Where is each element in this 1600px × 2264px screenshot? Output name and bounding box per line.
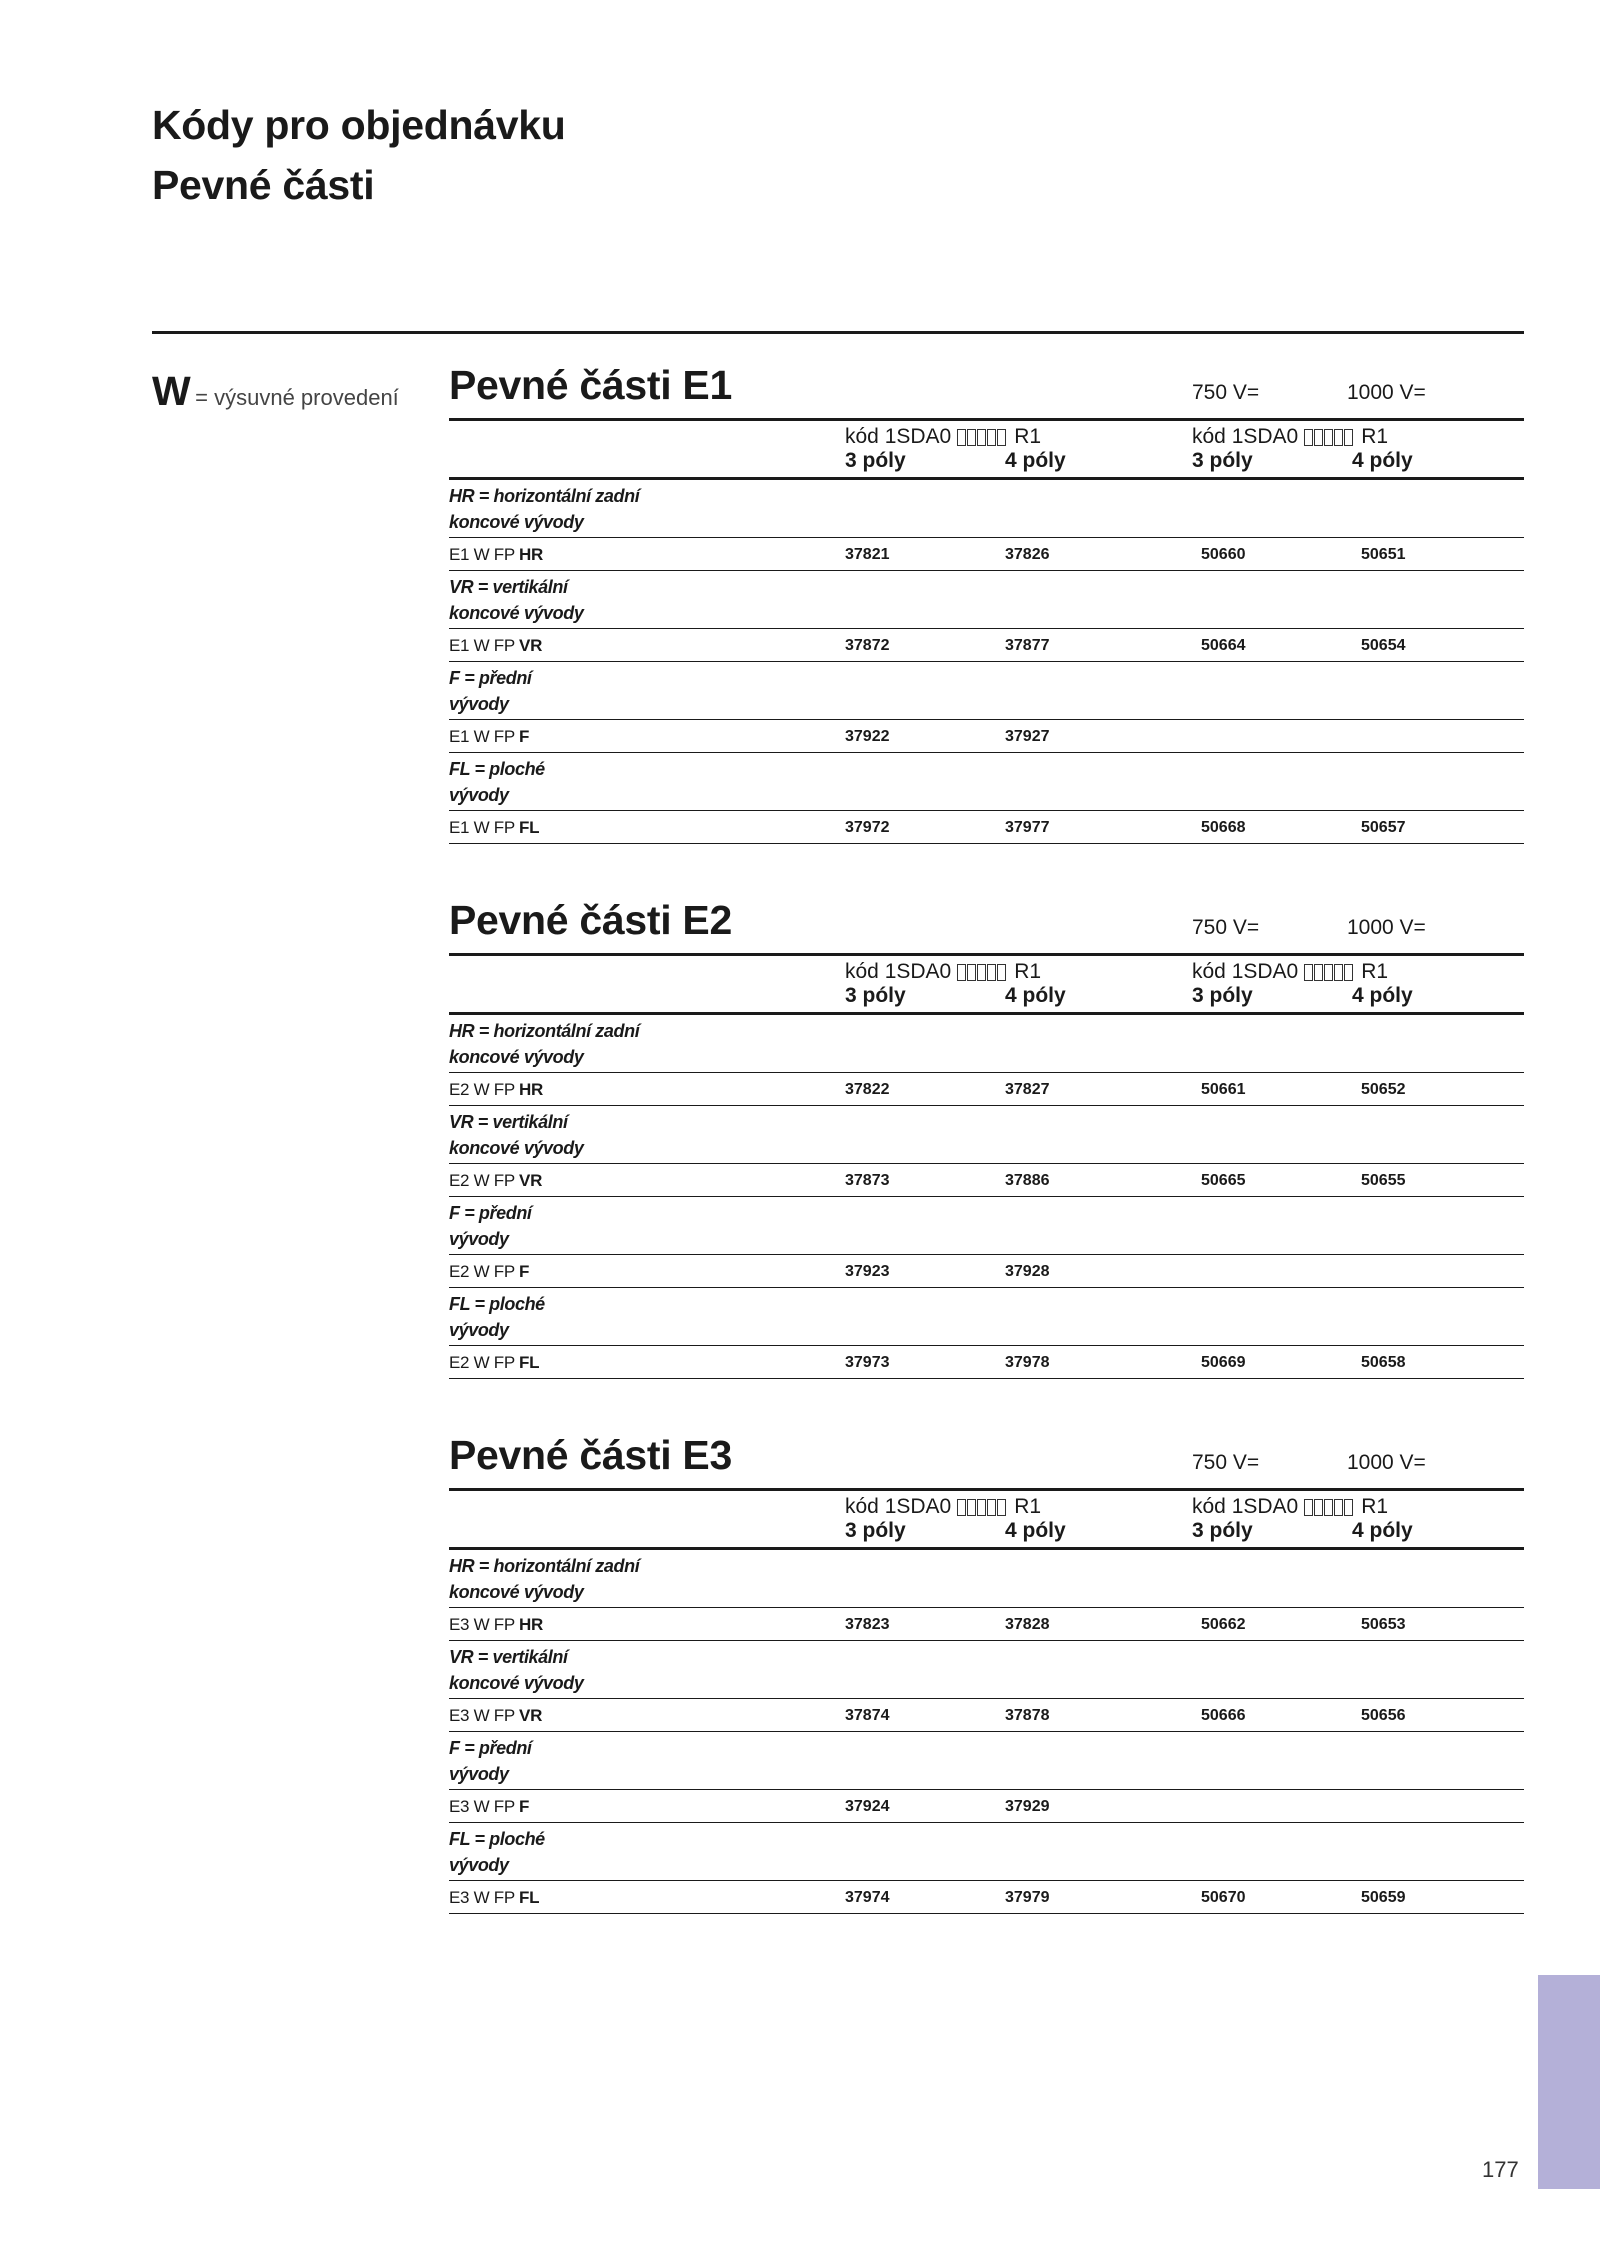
order-code-1000 <box>1192 960 1388 984</box>
code-placeholder-boxes <box>957 429 1007 446</box>
col-4-poles: 4 póly <box>1005 984 1066 1007</box>
order-code-cell: 37877 <box>1005 637 1050 654</box>
terminal-type-description <box>449 1288 1524 1346</box>
section-title: Pevné části E1 <box>449 362 732 408</box>
order-code-750 <box>845 425 1041 449</box>
order-code-cell: 37826 <box>1005 546 1050 563</box>
product-label <box>449 727 529 747</box>
col-3-poles: 3 póly <box>845 449 906 472</box>
product-label <box>449 1353 539 1373</box>
kod-prefix: kód 1SDA0 <box>1192 425 1299 448</box>
table-row <box>449 1699 1524 1732</box>
order-code-cell: 37922 <box>845 728 890 745</box>
order-code-cell: 37972 <box>845 819 890 836</box>
description-line: F = přední <box>449 1203 532 1223</box>
chapter-tab <box>1538 1975 1600 2189</box>
order-code-cell: 37828 <box>1005 1616 1050 1633</box>
order-code-cell: 37886 <box>1005 1172 1050 1189</box>
order-code-cell: 50670 <box>1201 1889 1246 1906</box>
table-header <box>449 953 1524 1015</box>
legend-w <box>152 368 399 415</box>
order-code-1000 <box>1192 1495 1388 1519</box>
order-code-cell: 37821 <box>845 546 890 563</box>
order-code-cell: 50655 <box>1361 1172 1406 1189</box>
product-prefix: E2 W FP <box>449 1353 520 1372</box>
order-code-cell: 50659 <box>1361 1889 1406 1906</box>
code-placeholder-boxes <box>1304 429 1354 446</box>
description-line: koncové vývody <box>449 512 584 532</box>
terminal-code: FL <box>519 1888 540 1907</box>
description-line: vývody <box>449 1764 509 1784</box>
order-code-cell: 50651 <box>1361 546 1406 563</box>
voltage-750-label: 750 V= <box>1192 916 1260 939</box>
voltage-1000-label: 1000 V= <box>1347 1451 1426 1474</box>
terminal-code: F <box>519 1262 530 1281</box>
col-4-poles: 4 póly <box>1005 1519 1066 1542</box>
table-row <box>449 629 1524 662</box>
product-prefix: E1 W FP <box>449 727 520 746</box>
product-label <box>449 1262 529 1282</box>
order-code-cell: 37924 <box>845 1798 890 1815</box>
order-code-cell: 37929 <box>1005 1798 1050 1815</box>
order-code-cell: 50662 <box>1201 1616 1246 1633</box>
code-placeholder-boxes <box>957 964 1007 981</box>
col-3-poles: 3 póly <box>845 984 906 1007</box>
description-line: koncové vývody <box>449 1582 584 1602</box>
kod-prefix: kód 1SDA0 <box>1192 1495 1299 1518</box>
product-label <box>449 818 539 838</box>
product-prefix: E3 W FP <box>449 1797 520 1816</box>
table-header <box>449 1488 1524 1550</box>
order-code-cell: 50668 <box>1201 819 1246 836</box>
description-line: HR = horizontální zadní <box>449 1021 640 1041</box>
order-code-cell: 37974 <box>845 1889 890 1906</box>
order-code-cell: 50660 <box>1201 546 1246 563</box>
code-placeholder-boxes <box>1304 964 1354 981</box>
voltage-1000-label: 1000 V= <box>1347 381 1426 404</box>
description-line: FL = ploché <box>449 1294 545 1314</box>
page-number: 177 <box>1482 2157 1519 2182</box>
table-row <box>449 1608 1524 1641</box>
description-line: F = přední <box>449 668 532 688</box>
col-4-poles: 4 póly <box>1352 984 1413 1007</box>
description-line: koncové vývody <box>449 1138 584 1158</box>
terminal-type-description <box>449 1197 1524 1255</box>
terminal-code: VR <box>519 1171 543 1190</box>
order-code-cell: 37979 <box>1005 1889 1050 1906</box>
order-code-cell: 37927 <box>1005 728 1050 745</box>
kod-suffix: R1 <box>1361 425 1389 448</box>
order-code-cell: 37923 <box>845 1263 890 1280</box>
description-line: HR = horizontální zadní <box>449 486 640 506</box>
terminal-type-description <box>449 1015 1524 1073</box>
order-code-cell: 50654 <box>1361 637 1406 654</box>
description-line: FL = ploché <box>449 1829 545 1849</box>
description-line: vývody <box>449 1855 509 1875</box>
table-row <box>449 1073 1524 1106</box>
voltage-750-label: 750 V= <box>1192 1451 1260 1474</box>
description-line: F = přední <box>449 1738 532 1758</box>
legend-w-desc: = výsuvné provedení <box>195 385 399 410</box>
table-row <box>449 1164 1524 1197</box>
product-prefix: E2 W FP <box>449 1262 520 1281</box>
col-3-poles: 3 póly <box>1192 1519 1253 1542</box>
order-code-cell: 37978 <box>1005 1354 1050 1371</box>
order-code-1000 <box>1192 425 1388 449</box>
terminal-type-description <box>449 1106 1524 1164</box>
col-3-poles: 3 póly <box>845 1519 906 1542</box>
product-prefix: E3 W FP <box>449 1615 520 1634</box>
product-prefix: E2 W FP <box>449 1080 520 1099</box>
top-divider <box>152 331 1524 334</box>
code-placeholder-boxes <box>1304 1499 1354 1516</box>
table-row <box>449 811 1524 844</box>
section-header <box>449 897 1524 953</box>
order-code-cell: 37822 <box>845 1081 890 1098</box>
order-code-cell: 37827 <box>1005 1081 1050 1098</box>
order-code-cell: 37823 <box>845 1616 890 1633</box>
kod-suffix: R1 <box>1014 1495 1042 1518</box>
section-1 <box>449 362 1524 844</box>
description-line: VR = vertikální <box>449 577 568 597</box>
order-code-cell: 37873 <box>845 1172 890 1189</box>
page-title: Kódy pro objednávku <box>152 102 566 148</box>
description-line: koncové vývody <box>449 603 584 623</box>
terminal-code: FL <box>519 818 540 837</box>
table-row <box>449 538 1524 571</box>
terminal-type-description <box>449 571 1524 629</box>
kod-prefix: kód 1SDA0 <box>845 425 952 448</box>
description-line: FL = ploché <box>449 759 545 779</box>
terminal-code: F <box>519 1797 530 1816</box>
product-label <box>449 545 543 565</box>
product-prefix: E1 W FP <box>449 818 520 837</box>
table-header <box>449 418 1524 480</box>
voltage-1000-label: 1000 V= <box>1347 916 1426 939</box>
table-row <box>449 720 1524 753</box>
voltage-750-label: 750 V= <box>1192 381 1260 404</box>
description-line: koncové vývody <box>449 1673 584 1693</box>
kod-prefix: kód 1SDA0 <box>1192 960 1299 983</box>
kod-suffix: R1 <box>1014 960 1042 983</box>
order-code-cell: 37872 <box>845 637 890 654</box>
section-title: Pevné části E2 <box>449 897 732 943</box>
product-label <box>449 636 542 656</box>
terminal-type-description <box>449 1823 1524 1881</box>
product-prefix: E3 W FP <box>449 1706 520 1725</box>
description-line: vývody <box>449 785 509 805</box>
product-prefix: E1 W FP <box>449 545 520 564</box>
terminal-type-description <box>449 1732 1524 1790</box>
terminal-code: HR <box>519 545 543 564</box>
table-row <box>449 1881 1524 1914</box>
order-code-cell: 50665 <box>1201 1172 1246 1189</box>
order-code-cell: 50669 <box>1201 1354 1246 1371</box>
terminal-code: F <box>519 727 530 746</box>
col-3-poles: 3 póly <box>1192 449 1253 472</box>
section-title: Pevné části E3 <box>449 1432 732 1478</box>
product-prefix: E3 W FP <box>449 1888 520 1907</box>
order-code-cell: 50657 <box>1361 819 1406 836</box>
kod-prefix: kód 1SDA0 <box>845 960 952 983</box>
order-code-cell: 50653 <box>1361 1616 1406 1633</box>
order-code-cell: 37928 <box>1005 1263 1050 1280</box>
product-label <box>449 1888 539 1908</box>
order-code-cell: 50666 <box>1201 1707 1246 1724</box>
terminal-type-description <box>449 662 1524 720</box>
description-line: HR = horizontální zadní <box>449 1556 640 1576</box>
terminal-type-description <box>449 753 1524 811</box>
order-code-cell: 37973 <box>845 1354 890 1371</box>
product-prefix: E2 W FP <box>449 1171 520 1190</box>
terminal-code: HR <box>519 1615 543 1634</box>
terminal-code: FL <box>519 1353 540 1372</box>
table-row <box>449 1255 1524 1288</box>
terminal-code: HR <box>519 1080 543 1099</box>
description-line: VR = vertikální <box>449 1647 568 1667</box>
section-3 <box>449 1432 1524 1914</box>
section-2 <box>449 897 1524 1379</box>
col-4-poles: 4 póly <box>1005 449 1066 472</box>
terminal-code: VR <box>519 1706 543 1725</box>
order-code-cell: 37878 <box>1005 1707 1050 1724</box>
product-prefix: E1 W FP <box>449 636 520 655</box>
section-header <box>449 1432 1524 1488</box>
page-subtitle: Pevné části <box>152 162 375 208</box>
section-header <box>449 362 1524 418</box>
order-code-cell: 50658 <box>1361 1354 1406 1371</box>
order-code-cell: 50661 <box>1201 1081 1246 1098</box>
product-label <box>449 1706 542 1726</box>
order-code-cell: 37874 <box>845 1707 890 1724</box>
terminal-type-description <box>449 1550 1524 1608</box>
order-code-750 <box>845 1495 1041 1519</box>
order-code-750 <box>845 960 1041 984</box>
col-4-poles: 4 póly <box>1352 449 1413 472</box>
kod-suffix: R1 <box>1361 960 1389 983</box>
terminal-code: VR <box>519 636 543 655</box>
product-label <box>449 1171 542 1191</box>
col-3-poles: 3 póly <box>1192 984 1253 1007</box>
table-row <box>449 1346 1524 1379</box>
order-code-cell: 50652 <box>1361 1081 1406 1098</box>
kod-suffix: R1 <box>1014 425 1042 448</box>
terminal-type-description <box>449 480 1524 538</box>
col-4-poles: 4 póly <box>1352 1519 1413 1542</box>
description-line: vývody <box>449 694 509 714</box>
order-code-cell: 50664 <box>1201 637 1246 654</box>
description-line: vývody <box>449 1229 509 1249</box>
product-label <box>449 1080 543 1100</box>
product-label <box>449 1615 543 1635</box>
product-label <box>449 1797 529 1817</box>
description-line: vývody <box>449 1320 509 1340</box>
legend-w-code: W <box>152 368 191 414</box>
code-placeholder-boxes <box>957 1499 1007 1516</box>
description-line: koncové vývody <box>449 1047 584 1067</box>
order-code-cell: 50656 <box>1361 1707 1406 1724</box>
kod-suffix: R1 <box>1361 1495 1389 1518</box>
kod-prefix: kód 1SDA0 <box>845 1495 952 1518</box>
description-line: VR = vertikální <box>449 1112 568 1132</box>
table-row <box>449 1790 1524 1823</box>
terminal-type-description <box>449 1641 1524 1699</box>
order-code-cell: 37977 <box>1005 819 1050 836</box>
